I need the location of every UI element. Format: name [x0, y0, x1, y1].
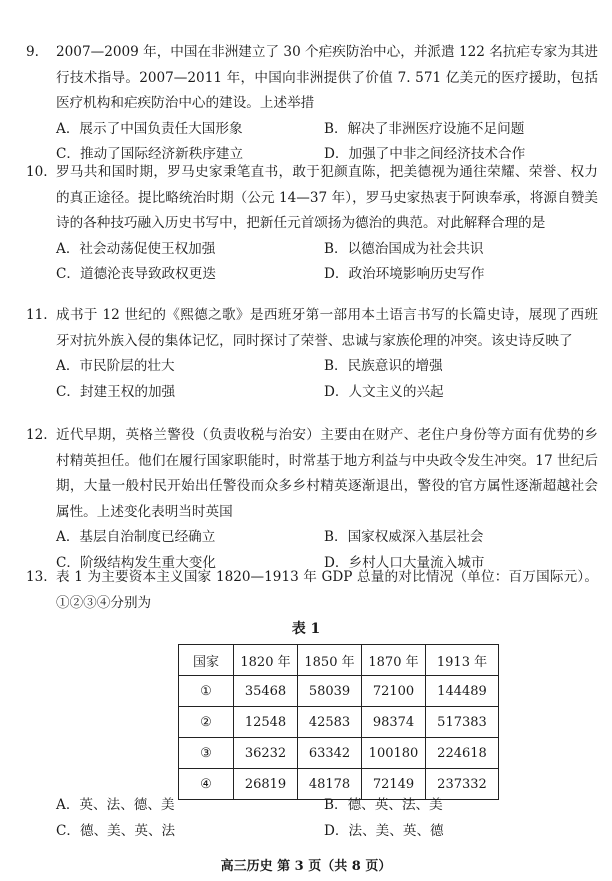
table-cell: 26819 [234, 769, 298, 800]
table-row [179, 738, 499, 769]
option-c: C．阶级结构发生重大变化 [56, 554, 216, 571]
question-number: 9. [26, 44, 39, 60]
table-cell: 237332 [426, 769, 499, 800]
table-cell: 98374 [362, 707, 426, 738]
gdp-table [178, 644, 499, 800]
table-header-cell: 1870 年 [362, 645, 426, 676]
table-header-cell: 1820 年 [234, 645, 298, 676]
option-a: A．展示了中国负责任大国形象 [56, 120, 243, 137]
option-d: D．人文主义的兴起 [324, 383, 444, 400]
table-header-cell: 国家 [179, 645, 234, 676]
option-b: B．以德治国成为社会共识 [324, 240, 484, 257]
table-cell: 100180 [362, 738, 426, 769]
option-c: C．道德沦丧导致政权更迭 [56, 266, 216, 283]
option-b: B．民族意识的增强 [324, 358, 443, 375]
question-12 [26, 423, 598, 577]
table-cell: ③ [179, 738, 234, 769]
table-cell: 224618 [426, 738, 499, 769]
table-header-cell: 1850 年 [298, 645, 362, 676]
option-c: C．推动了国际经济新秩序建立 [56, 146, 244, 163]
table-cell: 12548 [234, 707, 298, 738]
question-11 [26, 303, 598, 405]
option-a: A．社会动荡促使王权加强 [56, 240, 216, 257]
question-number: 13. [26, 569, 48, 585]
table-cell: 36232 [234, 738, 298, 769]
page-footer: 高三历史 第 3 页（共 8 页） [220, 859, 392, 874]
question-number: 11. [26, 307, 48, 323]
question-9 [26, 40, 598, 168]
table-cell: 144489 [426, 676, 499, 707]
question-10 [26, 160, 598, 288]
option-c: C．德、美、英、法 [56, 822, 176, 839]
table-row [179, 707, 499, 738]
question-stem: 罗马共和国时期，罗马史家秉笔直书，敢于犯颜直陈，把美德视为通往荣耀、荣誉、权力的真正途径。提比略统治时期（公元 14—37 年），罗马史家热衷于阿谀奉承，将源自赞美诗的各种技巧融入历史书写中，把新任元首颂扬为德治的典范。对此解释合理的是 [56, 164, 598, 232]
option-d: D．乡村人口大量流入城市 [324, 554, 485, 571]
option-b: B．德、英、法、美 [324, 797, 443, 813]
table-header-cell: 1913 年 [426, 645, 499, 676]
table-cell: 48178 [298, 769, 362, 800]
option-d: D．法、美、英、德 [324, 822, 444, 839]
table-cell: ④ [179, 769, 234, 800]
table-header-row [179, 645, 499, 676]
option-b: B．国家权威深入基层社会 [324, 529, 484, 546]
table-cell: 63342 [298, 738, 362, 769]
question-number: 10. [26, 164, 48, 180]
table-cell: ② [179, 707, 234, 738]
option-a: A．市民阶层的壮大 [56, 358, 175, 375]
options [56, 793, 598, 844]
option-c: C．封建王权的加强 [56, 383, 176, 400]
options [56, 237, 598, 288]
table-cell: 42583 [298, 707, 362, 738]
table-cell: 517383 [426, 707, 499, 738]
table-cell: 58039 [298, 676, 362, 707]
question-stem: 近代早期，英格兰警役（负责收税与治安）主要由在财产、老住户身份等方面有优势的乡村精英担任。他们在履行国家职能时，时常基于地方利益与中央政令发生冲突。17 世纪后期，大量一般村民开始出任警役而众多乡村精英逐渐退出，警役的官方属性逐渐超越社会属性。上述变化表明当时英国 [56, 427, 598, 520]
table-cell: 72149 [362, 769, 426, 800]
table-title: 表 1 [291, 621, 321, 637]
option-a: A．基层自治制度已经确立 [56, 529, 216, 546]
table-cell: 35468 [234, 676, 298, 707]
question-stem: 表 1 为主要资本主义国家 1820—1913 年 GDP 总量的对比情况（单位：百万国际元）。①②③④分别为 [56, 569, 598, 611]
question-13 [26, 565, 598, 616]
table-cell: ① [179, 676, 234, 707]
option-d: D．加强了中非之间经济技术合作 [324, 146, 526, 163]
option-a: A．英、法、德、美 [56, 797, 175, 813]
question-number: 12. [26, 427, 48, 443]
table-row [179, 676, 499, 707]
option-d: D．政治环境影响历史写作 [324, 266, 485, 283]
options [56, 354, 598, 405]
question-stem: 2007—2009 年，中国在非洲建立了 30 个疟疾防治中心，并派遣 122 名抗疟专家为其进行技术指导。2007—2011 年，中国向非洲提供了价值 7. 571 亿美元的医疗援助，包括医疗机构和疟疾防治中心的建设。上述举措 [56, 44, 598, 112]
option-b: B．解决了非洲医疗设施不足问题 [324, 120, 525, 137]
table-cell: 72100 [362, 676, 426, 707]
question-stem: 成书于 12 世纪的《熙德之歌》是西班牙第一部用本土语言书写的长篇史诗，展现了西班牙对抗外族入侵的集体记忆，同时探讨了荣誉、忠诚与家族伦理的冲突。该史诗反映了 [56, 307, 598, 349]
question-13-options [26, 793, 598, 844]
